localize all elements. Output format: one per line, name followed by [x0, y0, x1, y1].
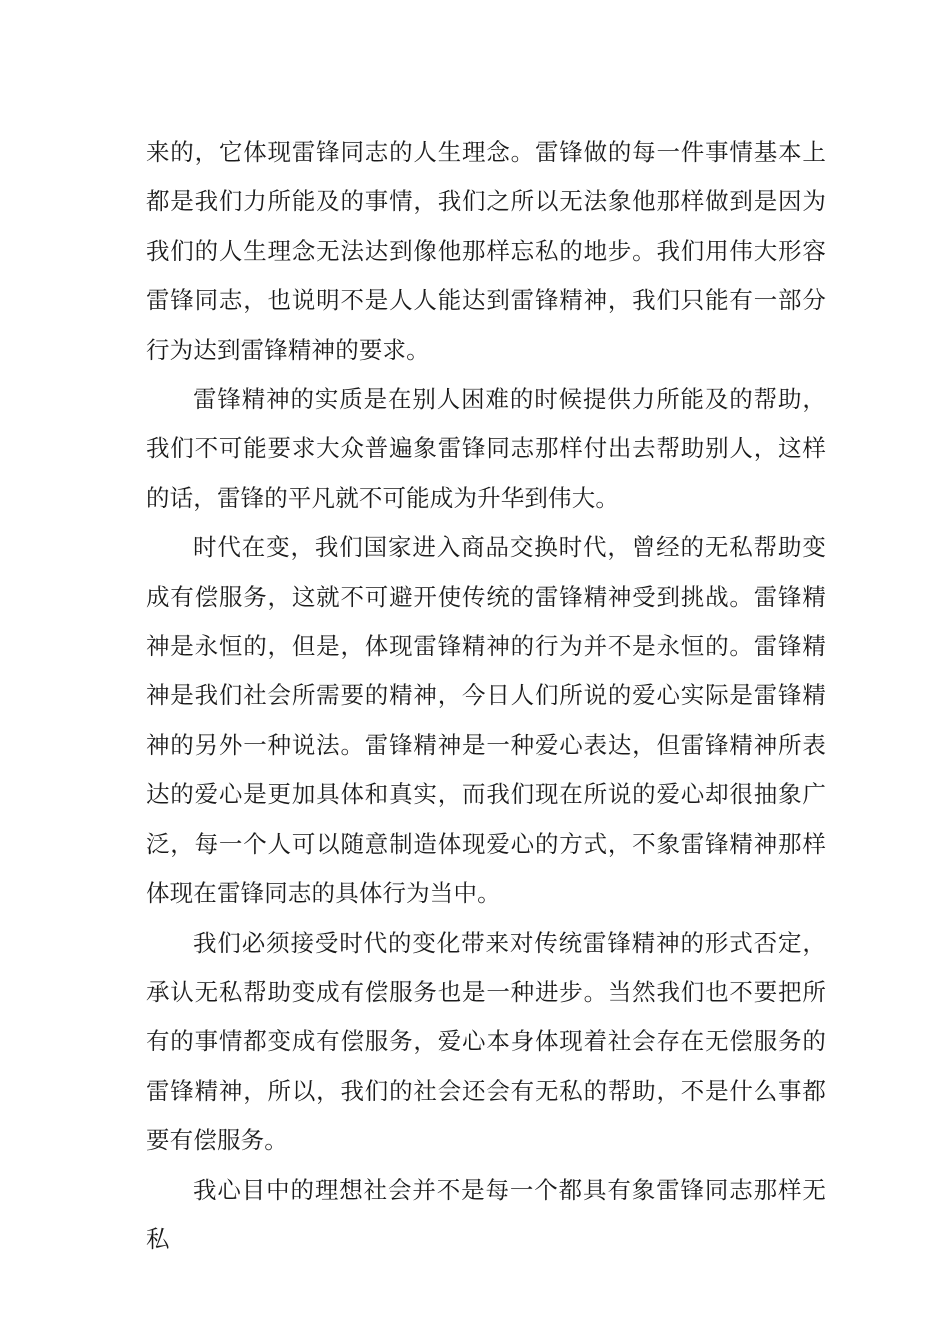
paragraph: 我心目中的理想社会并不是每一个都具有象雷锋同志那样无私 — [146, 1175, 826, 1253]
paragraph: 我们必须接受时代的变化带来对传统雷锋精神的形式否定，承认无私帮助变成有偿服务也是一种进步。当然我们也不要把所有的事情都变成有偿服务，爱心本身体现着社会存在无偿服务的雷锋精神，所以，我们的社会还会有无私的帮助，不是什么事都要有偿服务。 — [146, 928, 826, 1155]
paragraph-continued: 来的，它体现雷锋同志的人生理念。雷锋做的每一件事情基本上都是我们力所能及的事情，我们之所以无法象他那样做到是因为我们的人生理念无法达到像他那样忘私的地步。我们用伟大形容雷锋同志，也说明不是人人能达到雷锋精神，我们只能有一部分行为达到雷锋精神的要求。 — [146, 138, 826, 364]
paragraph: 时代在变，我们国家进入商品交换时代，曾经的无私帮助变成有偿服务，这就不可避开使传统的雷锋精神受到挑战。雷锋精神是永恒的，但是，体现雷锋精神的行为并不是永恒的。雷锋精神是我们社会所需要的精神，今日人们所说的爱心实际是雷锋精神的另外一种说法。雷锋精神是一种爱心表达，但雷锋精神所表达的爱心是更加具体和真实，而我们现在所说的爱心却很抽象广泛，每一个人可以随意制造体现爱心的方式，不象雷锋精神那样体现在雷锋同志的具体行为当中。 — [146, 533, 826, 908]
document-body — [146, 128, 826, 1264]
paragraph: 雷锋精神的实质是在别人困难的时候提供力所能及的帮助，我们不可能要求大众普遍象雷锋同志那样付出去帮助别人，这样的话，雷锋的平凡就不可能成为升华到伟大。 — [146, 385, 826, 512]
